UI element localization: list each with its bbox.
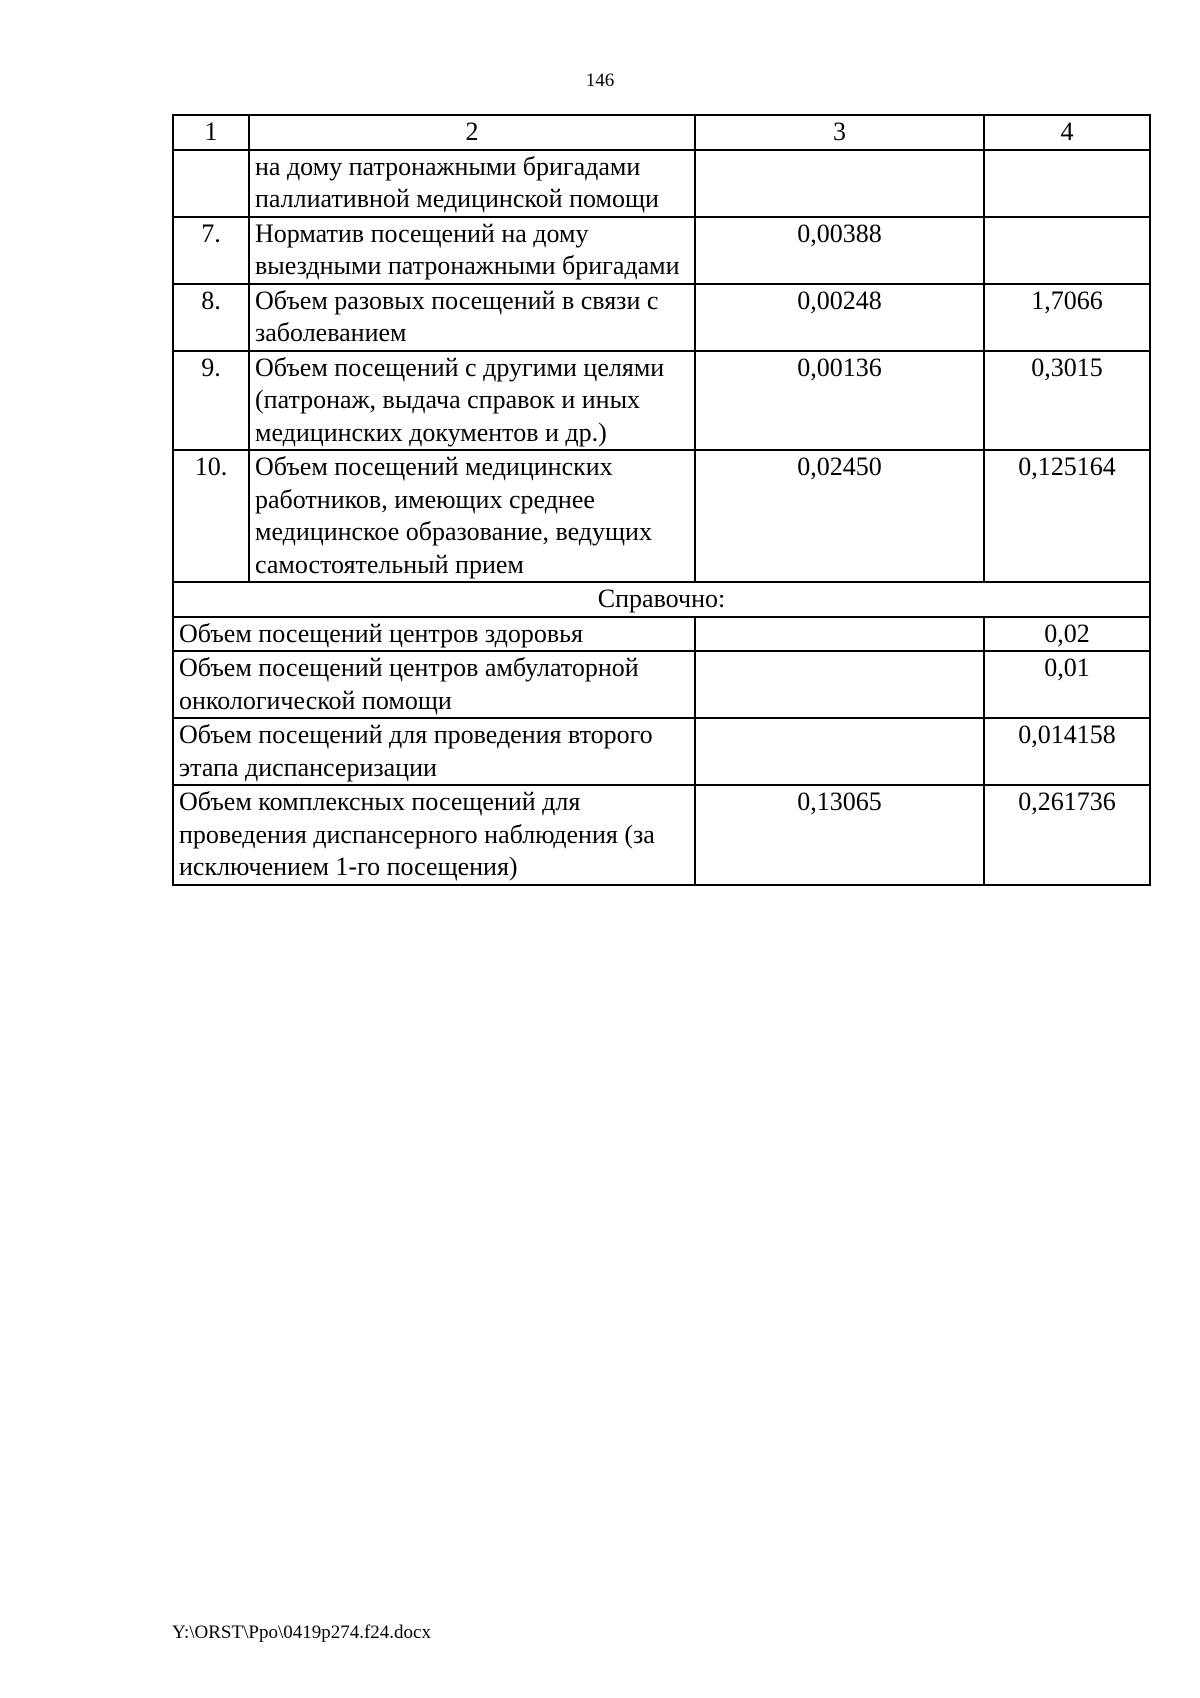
reference-value-col4: 0,261736 xyxy=(984,785,1150,885)
footer-file-path: Y:\ORST\Ppo\0419p274.f24.docx xyxy=(172,1622,431,1643)
row-value-col3: 0,00388 xyxy=(695,217,984,284)
header-cell: 2 xyxy=(249,115,695,150)
reference-description: Объем посещений для проведения второго этапа диспансеризации xyxy=(173,718,695,785)
table-header-row xyxy=(173,115,1150,150)
row-number: 9. xyxy=(173,351,249,451)
row-description: Норматив посещений на дому выездными патронажными бригадами xyxy=(249,217,695,284)
row-description: Объем посещений медицинских работников, имеющих среднее медицинское образование, ведущих самостоятельный прием xyxy=(249,450,695,582)
reference-description: Объем комплексных посещений для проведения диспансерного наблюдения (за исключением 1-го посещения) xyxy=(173,785,695,885)
data-table xyxy=(172,114,1151,886)
row-value-col3: 0,00248 xyxy=(695,284,984,351)
table-row xyxy=(173,450,1150,582)
row-description: Объем разовых посещений в связи с заболеванием xyxy=(249,284,695,351)
reference-row xyxy=(173,651,1150,718)
row-value-col3: 0,00136 xyxy=(695,351,984,451)
reference-row xyxy=(173,785,1150,885)
table-row xyxy=(173,284,1150,351)
row-value-col4: 0,125164 xyxy=(984,450,1150,582)
header-cell: 3 xyxy=(695,115,984,150)
row-number: 10. xyxy=(173,450,249,582)
row-value-col4: 1,7066 xyxy=(984,284,1150,351)
row-value-col4 xyxy=(984,217,1150,284)
row-value-col3: 0,02450 xyxy=(695,450,984,582)
reference-value-col3 xyxy=(695,617,984,652)
reference-row xyxy=(173,718,1150,785)
row-value-col4 xyxy=(984,150,1150,217)
reference-value-col3 xyxy=(695,651,984,718)
header-cell: 1 xyxy=(173,115,249,150)
reference-row xyxy=(173,617,1150,652)
header-cell: 4 xyxy=(984,115,1150,150)
table-row xyxy=(173,150,1150,217)
row-value-col4: 0,3015 xyxy=(984,351,1150,451)
table-row xyxy=(173,217,1150,284)
reference-label: Справочно: xyxy=(173,582,1150,617)
reference-value-col4: 0,014158 xyxy=(984,718,1150,785)
row-description: Объем посещений с другими целями (патронаж, выдача справок и иных медицинских документов и др.) xyxy=(249,351,695,451)
row-number: 7. xyxy=(173,217,249,284)
reference-value-col3 xyxy=(695,718,984,785)
row-value-col3 xyxy=(695,150,984,217)
reference-label-row xyxy=(173,582,1150,617)
page-number: 146 xyxy=(585,70,615,91)
row-number xyxy=(173,150,249,217)
reference-value-col3: 0,13065 xyxy=(695,785,984,885)
reference-description: Объем посещений центров амбулаторной онкологической помощи xyxy=(173,651,695,718)
reference-value-col4: 0,01 xyxy=(984,651,1150,718)
reference-description: Объем посещений центров здоровья xyxy=(173,617,695,652)
table-row xyxy=(173,351,1150,451)
row-number: 8. xyxy=(173,284,249,351)
reference-value-col4: 0,02 xyxy=(984,617,1150,652)
row-description: на дому патронажными бригадами паллиативной медицинской помощи xyxy=(249,150,695,217)
